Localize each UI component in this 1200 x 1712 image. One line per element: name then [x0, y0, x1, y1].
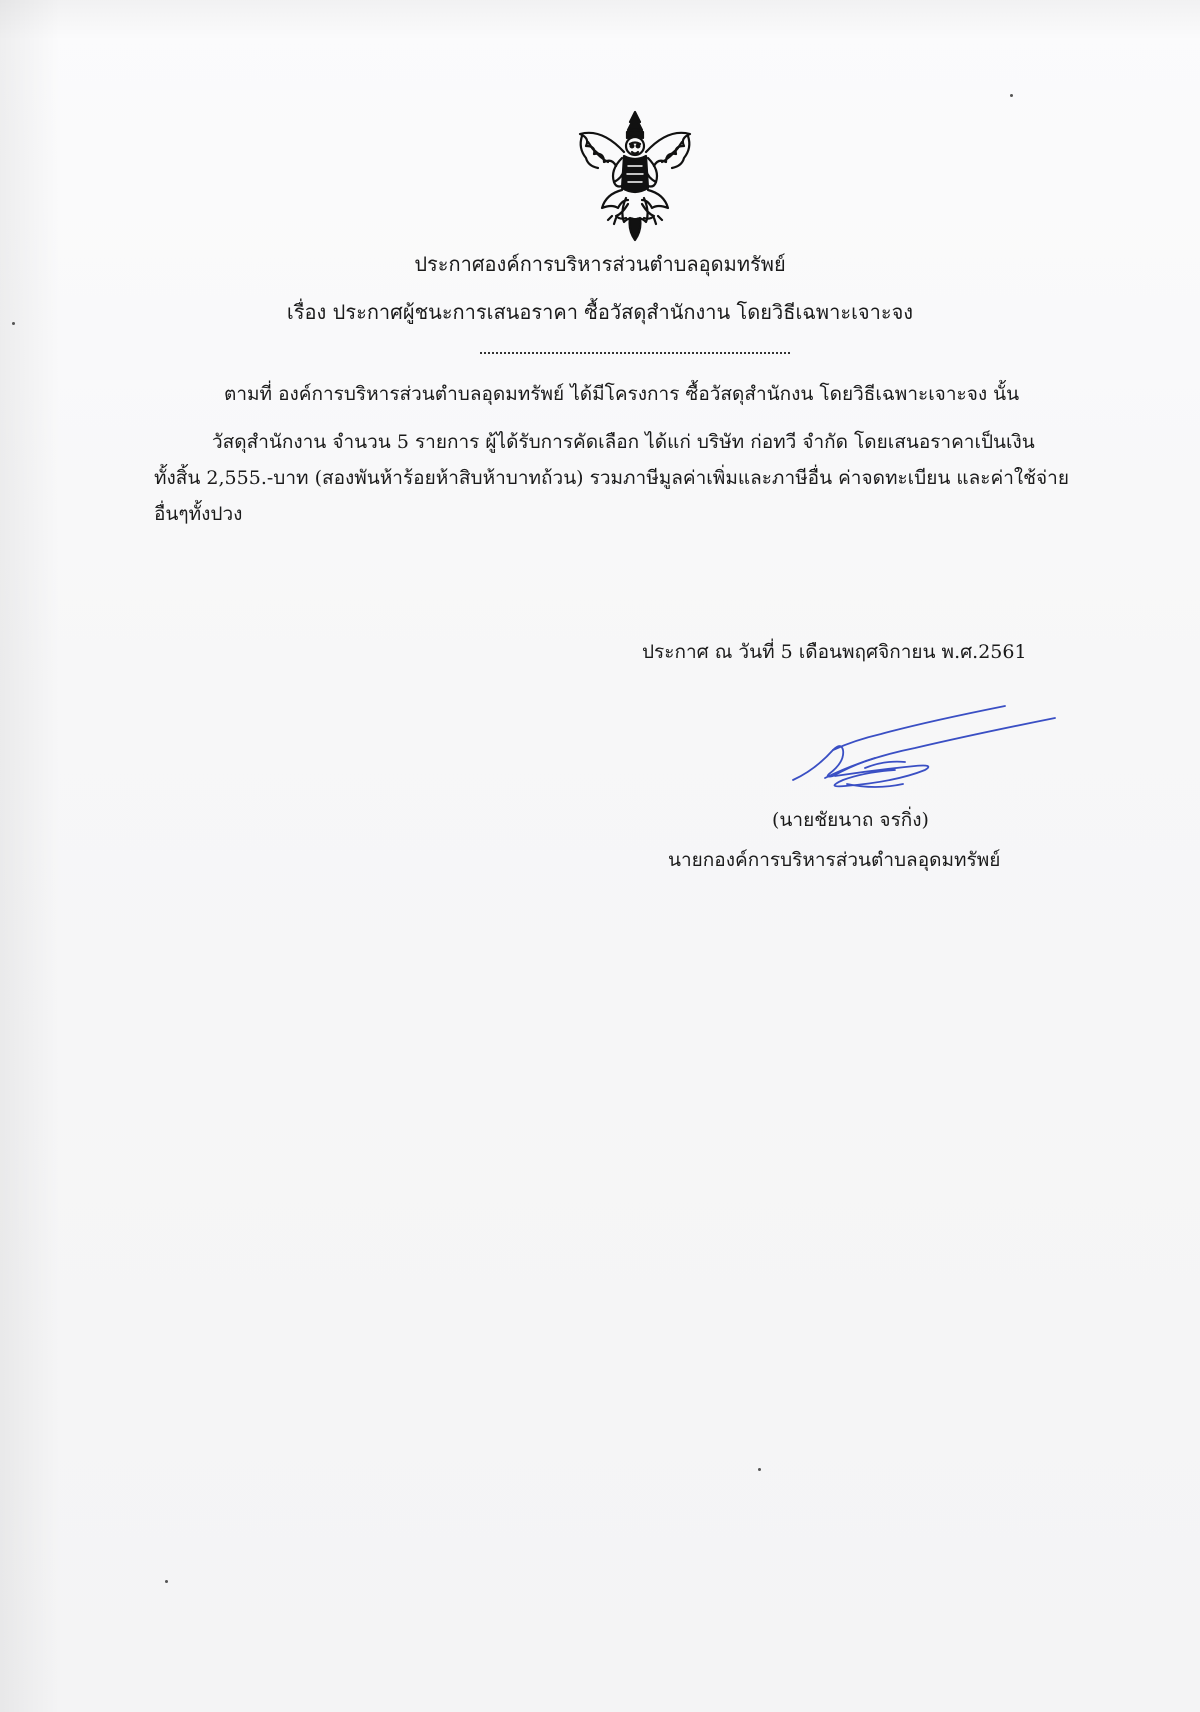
separator-dotted-line: [480, 352, 790, 354]
handwritten-signature: [785, 700, 1075, 810]
document-subject: เรื่อง ประกาศผู้ชนะการเสนอราคา ซื้อวัสดุสำนักงาน โดยวิธีเฉพาะเจาะจง: [286, 300, 914, 324]
body-paragraph-line-4: อื่นๆทั้งปวง: [154, 503, 243, 525]
garuda-emblem-icon: [572, 108, 698, 244]
scan-speck: [1010, 94, 1013, 97]
body-paragraph-line-3: ทั้งสิ้น 2,555.-บาท (สองพันห้าร้อยห้าสิบห้าบาทถ้วน) รวมภาษีมูลค่าเพิ่มและภาษีอื่น ค่าจดทะเบียน และค่าใช้จ่าย: [154, 467, 1069, 489]
scan-speck: [12, 322, 15, 325]
announcement-date: ประกาศ ณ วันที่ 5 เดือนพฤศจิกายน พ.ศ.2561: [642, 641, 1027, 663]
scan-speck: [758, 1468, 761, 1471]
body-paragraph-line-1: ตามที่ องค์การบริหารส่วนตำบลอุดมทรัพย์ ได้มีโครงการ ซื้อวัสดุสำนักงน โดยวิธีเฉพาะเจาะจง นั้น: [224, 383, 1020, 405]
body-paragraph-line-2: วัสดุสำนักงาน จำนวน 5 รายการ ผู้ได้รับการคัดเลือก ได้แก่ บริษัท ก่อทวี จำกัด โดยเสนอราคาเป็นเงิน: [212, 431, 1035, 453]
document-title: ประกาศองค์การบริหารส่วนตำบลอุดมทรัพย์: [414, 252, 786, 276]
signer-position: นายกองค์การบริหารส่วนตำบลอุดมทรัพย์: [668, 849, 1001, 871]
scan-speck: [165, 1580, 168, 1583]
signer-name: (นายชัยนาถ จรกิ่ง): [772, 809, 929, 831]
scan-shadow-top: [0, 0, 1200, 40]
